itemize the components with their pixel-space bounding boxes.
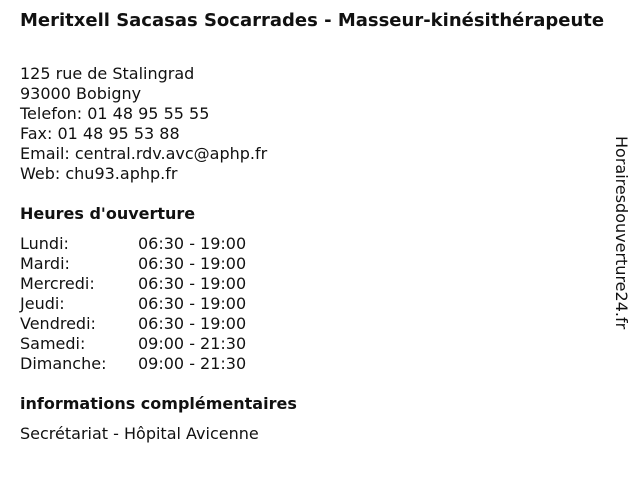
day-label: Mardi: [20,254,70,273]
hours-row [20,334,246,354]
website-link[interactable]: Web: chu93.aphp.fr [20,164,178,183]
time-range: 06:30 - 19:00 [138,314,247,333]
hours-row [20,274,246,294]
additional-info-heading: informations complémentaires [20,394,297,413]
hours-row [20,254,246,274]
time-range: 09:00 - 21:30 [138,354,247,373]
time-range: 09:00 - 21:30 [138,334,247,353]
opening-hours-heading: Heures d'ouverture [20,204,196,223]
page-title: Meritxell Sacasas Socarrades - Masseur-kinésithérapeute [20,10,605,31]
fax-number: Fax: 01 48 95 53 88 [20,124,180,143]
day-label: Jeudi: [20,294,65,313]
city-postal: 93000 Bobigny [20,84,142,103]
hours-row [20,314,246,334]
additional-info-text: Secrétariat - Hôpital Avicenne [20,424,259,443]
time-range: 06:30 - 19:00 [138,234,247,253]
time-range: 06:30 - 19:00 [138,254,247,273]
address-block [20,64,267,184]
day-label: Lundi: [20,234,69,253]
hours-row [20,234,246,254]
opening-hours-table [20,234,246,374]
day-label: Dimanche: [20,354,107,373]
time-range: 06:30 - 19:00 [138,294,247,313]
hours-row [20,294,246,314]
day-label: Mercredi: [20,274,95,293]
email-address[interactable]: Email: central.rdv.avc@aphp.fr [20,144,268,163]
street-address: 125 rue de Stalingrad [20,64,195,83]
phone-number[interactable]: Telefon: 01 48 95 55 55 [20,104,210,123]
hours-row [20,354,246,374]
day-label: Vendredi: [20,314,96,333]
site-brand-watermark[interactable]: Horairesdouverture24.fr [612,136,631,330]
day-label: Samedi: [20,334,86,353]
time-range: 06:30 - 19:00 [138,274,247,293]
